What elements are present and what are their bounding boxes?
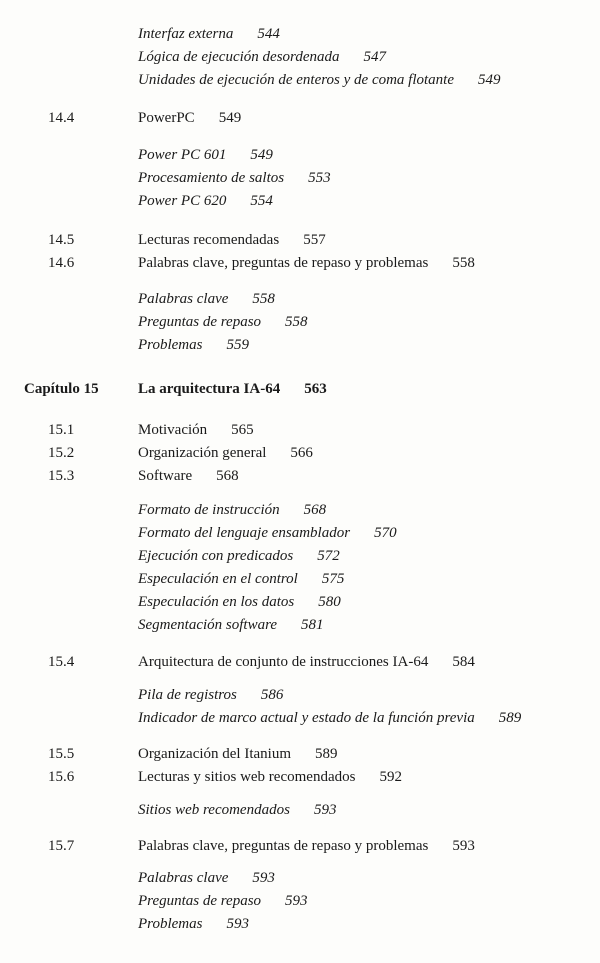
section-page: 565 <box>231 422 254 438</box>
section-title: Lecturas recomendadas <box>138 232 280 248</box>
entry-title: Palabras clave <box>138 291 229 307</box>
section-title: Palabras clave, preguntas de repaso y problemas <box>138 255 429 271</box>
entry-page: 589 <box>498 710 522 726</box>
section-page: 549 <box>218 110 242 126</box>
entry-page: 549 <box>250 147 273 163</box>
section-title: Lecturas y sitios web recomendados <box>138 769 356 785</box>
section-page: 557 <box>303 232 326 248</box>
entry-page: 593 <box>252 870 275 886</box>
chapter-title: La arquitectura IA-64 <box>138 381 281 397</box>
entry-title: Formato del lenguaje ensamblador <box>138 525 351 541</box>
section-number: 15.5 <box>48 746 75 762</box>
entry-title: Power PC 601 <box>138 147 227 163</box>
section-page: 593 <box>452 838 475 854</box>
section-number: 15.1 <box>48 422 75 438</box>
entry-page: 580 <box>318 594 341 610</box>
entry-title: Preguntas de repaso <box>138 893 262 909</box>
entry-title: Especulación en el control <box>138 571 298 587</box>
section-title: Arquitectura de conjunto de instrucciones IA-64 <box>138 654 429 670</box>
section-title: Software <box>138 468 193 484</box>
section-number: 15.7 <box>48 838 75 854</box>
section-number: 14.4 <box>48 110 75 126</box>
entry-title: Palabras clave <box>138 870 229 886</box>
entry-title: Pila de registros <box>138 687 237 703</box>
section-page: 558 <box>452 255 475 271</box>
entry-page: 586 <box>260 687 284 703</box>
section-page: 568 <box>216 468 239 484</box>
entry-title: Preguntas de repaso <box>138 314 262 330</box>
section-number: 15.6 <box>48 769 75 785</box>
entry-title: Problemas <box>138 337 203 353</box>
entry-title: Indicador de marco actual y estado de la función previa <box>138 710 475 726</box>
section-number: 14.6 <box>48 255 75 271</box>
entry-page: 593 <box>226 916 249 932</box>
section-page: 584 <box>452 654 475 670</box>
entry-title: Unidades de ejecución de enteros y de coma flotante <box>138 72 455 88</box>
entry-page: 581 <box>301 617 324 633</box>
entry-title: Interfaz externa <box>138 26 234 42</box>
entry-page: 544 <box>257 26 280 42</box>
section-page: 592 <box>379 769 402 785</box>
entry-title: Ejecución con predicados <box>138 548 294 564</box>
entry-page: 575 <box>321 571 345 587</box>
entry-page: 558 <box>252 291 275 307</box>
section-number: 15.3 <box>48 468 75 484</box>
entry-title: Problemas <box>138 916 203 932</box>
section-title: Motivación <box>138 422 208 438</box>
entry-title: Formato de instrucción <box>138 502 280 518</box>
entry-page: 554 <box>250 193 273 209</box>
entry-page: 558 <box>285 314 308 330</box>
entry-page: 593 <box>285 893 308 909</box>
chapter-label: Capítulo 15 <box>24 381 99 397</box>
entry-title: Procesamiento de saltos <box>138 170 285 186</box>
section-page: 589 <box>315 746 338 762</box>
chapter-page: 563 <box>304 381 327 397</box>
entry-page: 570 <box>374 525 397 541</box>
section-title: Organización del Itanium <box>138 746 292 762</box>
section-number: 15.2 <box>48 445 75 461</box>
entry-title: Segmentación software <box>138 617 278 633</box>
entry-title: Sitios web recomendados <box>138 802 290 818</box>
section-title: Palabras clave, preguntas de repaso y problemas <box>138 838 429 854</box>
entry-title: Lógica de ejecución desordenada <box>138 49 340 65</box>
entry-page: 549 <box>478 72 501 88</box>
entry-page: 559 <box>226 337 249 353</box>
entry-page: 593 <box>313 802 337 818</box>
section-number: 14.5 <box>48 232 75 248</box>
entry-page: 547 <box>363 49 386 65</box>
section-title: PowerPC <box>138 110 195 126</box>
entry-title: Power PC 620 <box>138 193 227 209</box>
entry-page: 568 <box>303 502 327 518</box>
section-title: Organización general <box>138 445 267 461</box>
section-number: 15.4 <box>48 654 75 670</box>
section-page: 566 <box>290 445 313 461</box>
entry-page: 572 <box>317 548 340 564</box>
entry-title: Especulación en los datos <box>138 594 295 610</box>
entry-page: 553 <box>308 170 331 186</box>
